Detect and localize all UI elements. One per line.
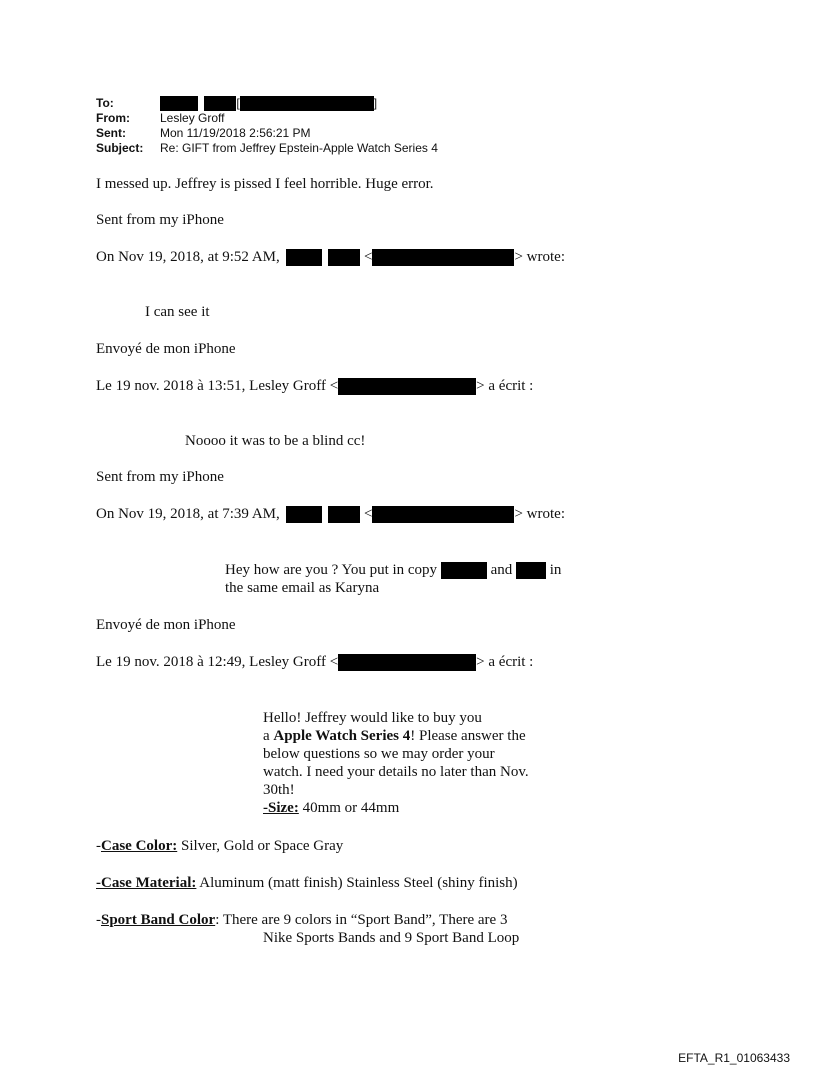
band-color-line-cont: Nike Sports Bands and 9 Sport Band Loop bbox=[263, 930, 520, 946]
original-message: Hello! Jeffrey would like to buy you a Apple Watch Series 4! Please answer the below questions so we may order your watch. I need your details no later than Nov. 30th! -Size: 40mm or 44mm bbox=[263, 709, 563, 817]
size-line: -Size: 40mm or 44mm bbox=[263, 800, 400, 816]
signature: Envoyé de mon iPhone bbox=[96, 341, 236, 357]
signature: Envoyé de mon iPhone bbox=[96, 617, 236, 633]
product-name: Apple Watch Series 4 bbox=[273, 728, 411, 744]
message-text: I messed up. Jeffrey is pissed I feel horrible. Huge error. bbox=[96, 176, 434, 192]
redaction-box bbox=[372, 249, 514, 266]
redaction-box bbox=[328, 506, 360, 523]
signature: Sent from my iPhone bbox=[96, 469, 224, 485]
message-text: I can see it bbox=[145, 304, 210, 320]
message-text: Noooo it was to be a blind cc! bbox=[185, 433, 366, 449]
sent-value: Mon 11/19/2018 2:56:21 PM bbox=[160, 126, 311, 140]
redaction-box bbox=[372, 506, 514, 523]
redaction-box bbox=[160, 96, 198, 111]
redaction-box bbox=[338, 378, 476, 395]
redaction-box bbox=[328, 249, 360, 266]
quote-header: On Nov 19, 2018, at 9:52 AM, < > wrote: bbox=[96, 249, 565, 265]
redaction-box bbox=[516, 562, 546, 579]
to-close-bracket: ] bbox=[373, 96, 378, 110]
subject-label: Subject: bbox=[96, 141, 144, 155]
to-open-bracket: [ bbox=[236, 96, 240, 110]
subject-value: Re: GIFT from Jeffrey Epstein-Apple Watch Series 4 bbox=[160, 141, 438, 155]
to-label: To: bbox=[96, 96, 114, 110]
band-color-line: -Sport Band Color: There are 9 colors in “Sport Band”, There are 3 bbox=[96, 912, 508, 928]
case-material-line: -Case Material: Aluminum (matt finish) Stainless Steel (shiny finish) bbox=[96, 875, 518, 891]
message-text: Hey how are you ? You put in copy and in bbox=[225, 562, 562, 578]
redaction-box bbox=[338, 654, 476, 671]
quote-header: Le 19 nov. 2018 à 13:51, Lesley Groff < > a écrit : bbox=[96, 378, 534, 394]
document-id: EFTA_R1_01063433 bbox=[678, 1051, 790, 1065]
signature: Sent from my iPhone bbox=[96, 212, 224, 228]
quote-header: Le 19 nov. 2018 à 12:49, Lesley Groff < > a écrit : bbox=[96, 654, 534, 670]
redaction-box bbox=[240, 96, 374, 111]
message-text: the same email as Karyna bbox=[225, 580, 380, 596]
redaction-box bbox=[286, 249, 322, 266]
redaction-box bbox=[204, 96, 236, 111]
redaction-box bbox=[286, 506, 322, 523]
quote-header: On Nov 19, 2018, at 7:39 AM, < > wrote: bbox=[96, 506, 565, 522]
from-label: From: bbox=[96, 111, 130, 125]
case-color-line: -Case Color: Silver, Gold or Space Gray bbox=[96, 838, 344, 854]
sent-label: Sent: bbox=[96, 126, 126, 140]
redaction-box bbox=[441, 562, 487, 579]
from-value: Lesley Groff bbox=[160, 111, 225, 125]
